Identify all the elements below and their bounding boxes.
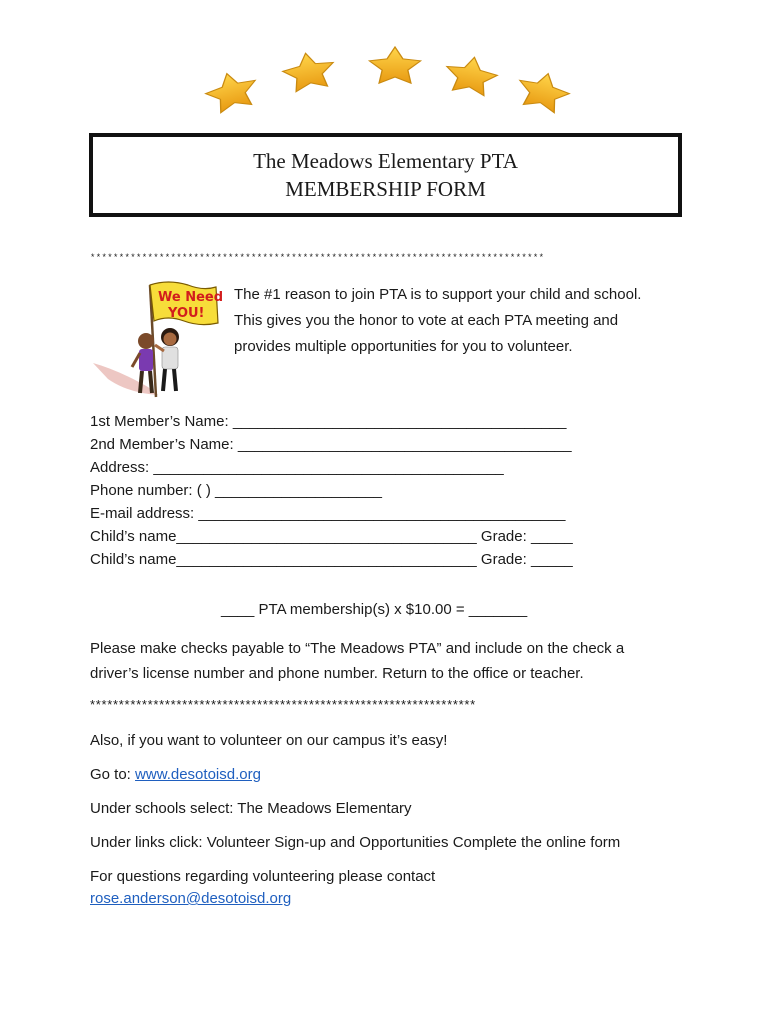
asterisk-divider-top: ******************************************************************************* [90, 253, 545, 263]
intro-line: The #1 reason to join PTA is to support your child and school. [234, 286, 642, 303]
asterisk-divider-bottom: ******************************************************************* [90, 697, 476, 712]
contact-email-link[interactable]: rose.anderson@desotoisd.org [90, 890, 292, 907]
questions-text: For questions regarding volunteering please contact [90, 868, 436, 885]
payment-note-line: Please make checks payable to “The Meadows PTA” and include on the check a [90, 640, 625, 657]
volunteer-intro: Also, if you want to volunteer on our campus it’s easy! [90, 732, 448, 749]
stars-decoration [0, 0, 770, 120]
payment-note-line: driver’s license number and phone number. Return to the office or teacher. [90, 665, 584, 682]
website-link[interactable]: www.desotoisd.org [135, 766, 261, 783]
star-icon [369, 47, 420, 83]
form-title: MEMBERSHIP FORM [285, 177, 486, 201]
star-icon [280, 49, 337, 94]
email-address-field[interactable]: E-mail address: ____________________________________________ [90, 505, 566, 522]
schools-instruction: Under schools select: The Meadows Elementary [90, 800, 412, 817]
child-name-grade-field[interactable]: Child’s name____________________________________ Grade: _____ [90, 551, 573, 568]
we-need-you-illustration [88, 275, 228, 405]
address-field[interactable]: Address: __________________________________________ [90, 459, 504, 476]
go-to-line [90, 764, 620, 786]
svg-text:YOU!: YOU! [168, 306, 205, 321]
star-icon [514, 67, 573, 115]
member-fields [90, 410, 573, 571]
star-icon [443, 53, 500, 98]
intro-line: provides multiple opportunities for you to volunteer. [234, 338, 573, 355]
svg-text:We Need: We Need [158, 290, 224, 305]
form-title-box [89, 133, 682, 217]
links-instruction: Under links click: Volunteer Sign-up and Opportunities Complete the online form [90, 834, 621, 851]
star-icon [202, 67, 261, 115]
school-title: The Meadows Elementary PTA [253, 149, 518, 173]
volunteer-section [90, 730, 620, 910]
intro-paragraph [234, 282, 694, 360]
payment-note [90, 636, 624, 686]
go-to-label: Go to: [90, 766, 136, 783]
intro-line: This gives you the honor to vote at each PTA meeting and [234, 312, 619, 329]
first-member-name-field[interactable]: 1st Member’s Name: ________________________________________ [90, 413, 567, 430]
second-member-name-field[interactable]: 2nd Member’s Name: ________________________________________ [90, 436, 572, 453]
phone-number-field[interactable]: Phone number: ( ) ____________________ [90, 482, 382, 499]
child-name-grade-field[interactable]: Child’s name____________________________________ Grade: _____ [90, 528, 573, 545]
membership-fee-line[interactable]: ____ PTA membership(s) x $10.00 = _______ [221, 601, 528, 618]
